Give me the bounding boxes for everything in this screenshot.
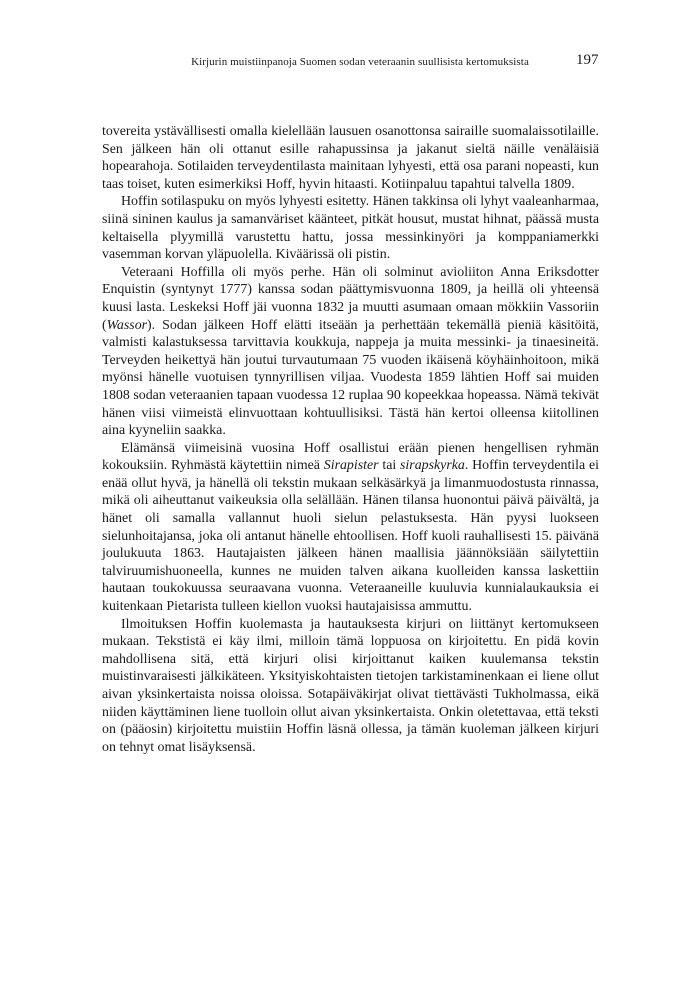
paragraph-3-part-b: ). Sodan jälkeen Hoff elätti itseään ja perhettään tekemällä pieniä käsitöitä, valmisti kalastuksessa tarvittavia koukkuja, nappeja ja muita messinki- ja tinaesineitä. Terveyden heikettyä hän joutui turvautumaan 75 vuoden ikäisenä köyhäinhoitoon, mikä myönsi hänelle vuotuisen tynnyrillisen viljaa. Vuodesta 1859 lähtien Hoff sai muiden 1808 sodan veteraanien tapaan vuodessa 12 ruplaa 90 kopeekkaa hopeassa. Nämä tekivät hänen viisi viimeistä elinvuottaan kohtuullisiksi. Tästä hän kertoi olleensa kiitollinen aina kyyneliin saakka. <box>102 317 599 439</box>
paragraph-4 <box>102 440 599 616</box>
page-number: 197 <box>576 52 599 68</box>
running-head: Kirjurin muistiinpanoja Suomen sodan veteraanin suullisista kertomuksista <box>191 56 529 68</box>
paragraph-3-part-a: Veteraani Hoffilla oli myös perhe. Hän oli solminut avioliiton Anna Eriksdotter Enquistin (syntynyt 1777) kanssa sodan päättymisvuonna 1809, ja heillä oli yhteensä kuusi lasta. Leskeksi Hoff jäi vuonna 1832 ja muutti asumaan omaan mökkiin Vassoriin ( <box>102 264 599 333</box>
group-name-sirapister: Sirapister <box>323 458 379 474</box>
body-text <box>102 123 599 756</box>
paragraph-3 <box>102 264 599 440</box>
paragraph-5: Ilmoituksen Hoffin kuolemasta ja hautauksesta kirjuri on liittänyt kertomukseen mukaan. Tekstistä ei käy ilmi, milloin tämä loppuosa on kirjoitettu. En pidä kovin mahdollisena sitä, että kirjuri olisi kirjoittanut kaiken kuulemansa tekstin muistinvaraisesti jälkikäteen. Yksityiskohtaisten tietojen tarkistaminenkaan ei liene ollut aivan yksinkertaista noissa oloissa. Sotapäiväkirjat olivat tiettävästi Tukholmassa, eikä niiden käyttäminen liene tuolloin ollut aivan yksinkertaista. Onkin oletettavaa, että teksti on (pääosin) kirjoitettu muistiin Hoffin läsnä ollessa, ja tämän kuoleman jälkeen kirjuri on tehnyt omat lisäyksensä. <box>102 616 599 755</box>
paragraph-1: tovereita ystävällisesti omalla kielellään lausuen osanottonsa sairaille suomalaissotilaille. Sen jälkeen hän oli ottanut esille rahapussinsa ja jakanut sieltä näille venäläisiä hopearahoja. Sotilaiden terveydentilasta mainitaan lyhyesti, että osa parani nopeasti, kun taas toiset, kuten esimerkiksi Hoff, hyvin hitaasti. Kotiinpaluu tapahtui talvella 1809. <box>102 124 599 192</box>
paragraph-4-part-c: . Hoffin terveydentila ei enää ollut hyvä, ja hänellä oli tekstin mukaan selkäsärkyä ja limanmuodostusta rinnassa, mikä oli aiheuttanut vaikeuksia olla selällään. Hänen tilansa huonontui päivä päivältä, ja hänet oli samalla vallannut huoli sielun pelastuksesta. Hän pyysi luokseen sielunhoitajansa, joka oli antanut hänelle ehtoollisen. Hoff kuoli rauhallisesti 15. päivänä joulukuuta 1863. Hautajaisten jälkeen hänen maallisia jäännöksiään säilytettiin talviruumishuoneella, kunnes ne muiden talven aikana kuolleiden kanssa laskettiin hautaan toukokuussa seuraavana vuonna. Veteraaneille kuuluvia kunnialaukauksia ei kuitenkaan Pietarista tulleen kiellon vuoksi hautajaisissa ammuttu. <box>102 458 599 615</box>
group-name-sirapskyrka: sirapskyrka <box>400 458 465 474</box>
paragraph-4-part-b: tai <box>378 458 401 474</box>
paragraph-4-part-a: Elämänsä viimeisinä vuosina Hoff osallistui erään pienen hengellisen ryhmän kokouksiin. Ryhmästä käytettiin nimeä <box>102 440 599 474</box>
place-name-wassor: Wassor <box>106 317 148 333</box>
paragraph-2: Hoffin sotilaspuku on myös lyhyesti esitetty. Hänen takkinsa oli lyhyt vaaleanharmaa, siinä sininen kaulus ja samanväriset käänteet, pitkät housut, mustat hihnat, päässä musta keltaisella plyymillä varustettu hattu, jossa messinkinyöri ja komppaniamerkki vasemman korvan yläpuolella. Kiväärissä oli pistin. <box>102 194 599 263</box>
